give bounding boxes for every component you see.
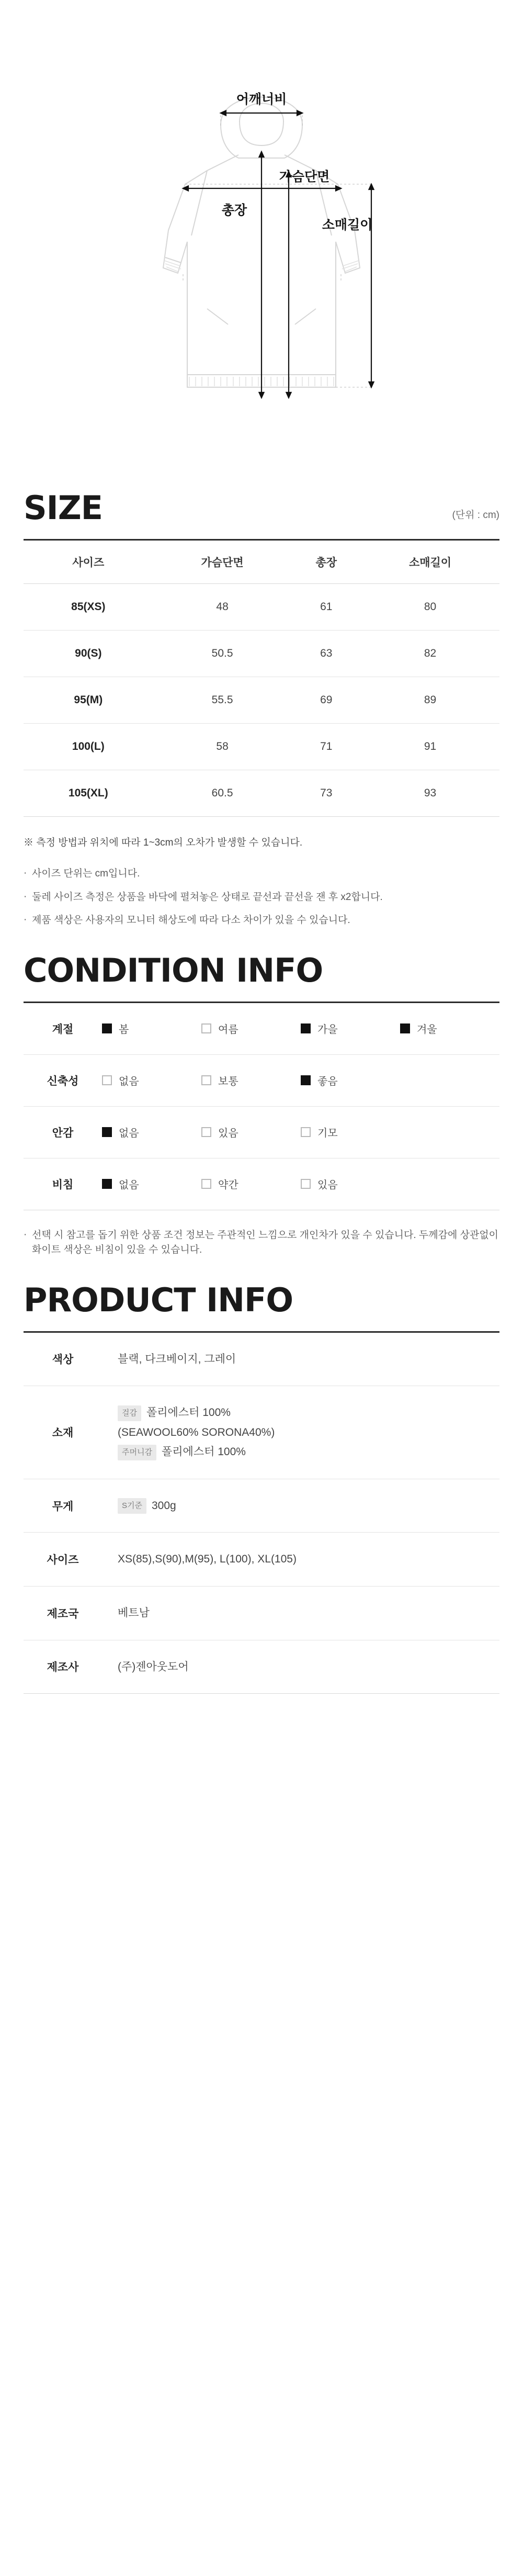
- checkbox-icon: [301, 1179, 311, 1189]
- condition-header: [24, 951, 499, 989]
- size-note-item: · 둘레 사이즈 측정은 상품을 바닥에 펼쳐놓은 상태로 끝선과 끝선을 잰 후 x2합니다.: [24, 890, 499, 905]
- size-cell-sleeve: 82: [361, 631, 499, 677]
- table-row: [24, 1587, 499, 1640]
- condition-row-options: [102, 1054, 499, 1106]
- product-row-value: 베트남: [118, 1607, 150, 1619]
- size-col-size: 사이즈: [24, 540, 153, 584]
- condition-row-label: 안감: [52, 1127, 74, 1139]
- condition-option: [301, 1073, 400, 1088]
- table-row: [24, 631, 499, 677]
- checkbox-icon: [201, 1023, 211, 1033]
- checkbox-icon: [201, 1179, 211, 1189]
- condition-option-label: 봄: [119, 1024, 129, 1036]
- product-row-weight: [102, 1479, 499, 1533]
- size-cell-chest: 55.5: [153, 677, 292, 724]
- table-row: [24, 1158, 499, 1210]
- material-tag: 걸감: [118, 1405, 141, 1421]
- diagram-label-shoulder: 어깨너비: [236, 92, 287, 107]
- size-cell-size: 90(S): [24, 631, 153, 677]
- condition-option-label: 보통: [218, 1076, 238, 1087]
- diagram-label-chest: 가슴단면: [279, 170, 330, 184]
- table-row: [24, 1332, 499, 1386]
- size-cell-size: 95(M): [24, 677, 153, 724]
- size-cell-length: 61: [292, 584, 361, 631]
- table-row: [24, 1106, 499, 1158]
- condition-row-label: 비침: [52, 1178, 74, 1191]
- size-header: [24, 489, 499, 527]
- size-cell-length: 73: [292, 770, 361, 817]
- checkbox-icon: [102, 1127, 112, 1137]
- size-cell-size: 100(L): [24, 724, 153, 770]
- material-line: [118, 1424, 499, 1442]
- material-text: 폴리에스터 100%: [161, 1446, 246, 1458]
- size-cell-chest: 60.5: [153, 770, 292, 817]
- condition-title: CONDITION INFO: [24, 951, 323, 989]
- checkbox-icon: [201, 1075, 211, 1085]
- table-row: [24, 724, 499, 770]
- condition-option-label: 약간: [218, 1179, 238, 1191]
- table-row: [24, 770, 499, 817]
- size-cell-length: 69: [292, 677, 361, 724]
- condition-option: [102, 1176, 201, 1191]
- condition-row-options: [102, 1002, 499, 1054]
- weight-tag: S기준: [118, 1498, 146, 1514]
- checkbox-icon: [102, 1023, 112, 1033]
- size-cell-sleeve: 91: [361, 724, 499, 770]
- table-row: [24, 1002, 499, 1054]
- condition-option: [102, 1073, 201, 1088]
- product-row-value: XS(85),S(90),M(95), L(100), XL(105): [118, 1553, 297, 1566]
- size-note-strong: ※ 측정 방법과 위치에 따라 1~3cm의 오차가 발생할 수 있습니다.: [24, 837, 303, 848]
- material-line: [118, 1404, 499, 1422]
- table-row: [24, 1479, 499, 1533]
- size-unit-note: (단위 : cm): [452, 510, 499, 521]
- size-cell-sleeve: 80: [361, 584, 499, 631]
- product-table: [24, 1331, 499, 1694]
- checkbox-icon: [301, 1023, 311, 1033]
- condition-option: [301, 1124, 400, 1140]
- condition-option-label: 없음: [119, 1076, 139, 1087]
- product-section: [0, 1280, 523, 1694]
- condition-option-label: 좋음: [317, 1076, 338, 1087]
- product-title: PRODUCT INFO: [24, 1280, 293, 1319]
- product-row-value: 블랙, 다크베이지, 그레이: [118, 1353, 236, 1365]
- garment-illustration: [99, 63, 424, 429]
- size-diagram: [0, 0, 523, 466]
- diagram-label-sleeve: 소매길이: [322, 218, 373, 232]
- condition-option: [201, 1021, 301, 1036]
- size-table: [24, 539, 499, 817]
- condition-option: [201, 1124, 301, 1140]
- size-note-item: · 사이즈 단위는 cm입니다.: [24, 867, 499, 882]
- checkbox-icon: [201, 1127, 211, 1137]
- condition-option-label: 없음: [119, 1128, 139, 1139]
- condition-option-label: 없음: [119, 1179, 139, 1191]
- checkbox-icon: [102, 1075, 112, 1085]
- size-cell-chest: 48: [153, 584, 292, 631]
- table-row: [24, 1054, 499, 1106]
- table-row: [24, 677, 499, 724]
- size-cell-chest: 58: [153, 724, 292, 770]
- size-cell-sleeve: 89: [361, 677, 499, 724]
- product-header: [24, 1280, 499, 1319]
- size-title: SIZE: [24, 489, 103, 527]
- condition-row-options: [102, 1158, 499, 1210]
- material-text: (SEAWOOL60% SORONA40%): [118, 1426, 275, 1438]
- condition-option: [102, 1021, 201, 1036]
- size-section: [0, 489, 523, 928]
- condition-section: [0, 951, 523, 1258]
- condition-option: [102, 1124, 201, 1140]
- condition-option-label: 여름: [218, 1024, 238, 1036]
- condition-row-label: 계절: [52, 1023, 74, 1036]
- material-line: [118, 1443, 499, 1461]
- diagram-label-length: 총장: [221, 203, 247, 218]
- condition-option: [301, 1021, 400, 1036]
- table-row: [24, 1640, 499, 1694]
- condition-note: · 선택 시 참고를 돕기 위한 상품 조건 정보는 주관적인 느낌으로 개인차가 있을 수 있습니다. 두께감에 상관없이 화이트 색상은 비침이 있을 수 있습니다.: [24, 1228, 499, 1258]
- checkbox-icon: [400, 1023, 410, 1033]
- product-row-label: 제조국: [47, 1607, 79, 1620]
- condition-option-label: 있음: [218, 1128, 238, 1139]
- product-row-label: 제조사: [47, 1661, 79, 1674]
- size-cell-chest: 50.5: [153, 631, 292, 677]
- table-row: [24, 584, 499, 631]
- table-row: [24, 1533, 499, 1587]
- condition-row-options: [102, 1106, 499, 1158]
- condition-option-label: 겨울: [417, 1024, 437, 1036]
- size-cell-size: 105(XL): [24, 770, 153, 817]
- product-row-label: 사이즈: [47, 1554, 79, 1567]
- bottom-spacer: [0, 1694, 523, 1788]
- material-text: 폴리에스터 100%: [146, 1407, 231, 1419]
- size-col-length: 총장: [292, 540, 361, 584]
- size-notes: [24, 835, 499, 928]
- condition-option: [301, 1176, 400, 1191]
- size-cell-size: 85(XS): [24, 584, 153, 631]
- weight-value: 300g: [152, 1499, 176, 1512]
- size-note-item: · 제품 색상은 사용자의 모니터 해상도에 따라 다소 차이가 있을 수 있습니다.: [24, 913, 499, 928]
- size-table-header-row: [24, 540, 499, 584]
- size-cell-sleeve: 93: [361, 770, 499, 817]
- size-cell-length: 63: [292, 631, 361, 677]
- condition-option: [400, 1021, 499, 1036]
- product-row-material: [102, 1386, 499, 1479]
- product-row-label: 색상: [52, 1354, 74, 1366]
- condition-notes: [24, 1228, 499, 1258]
- condition-option: [201, 1073, 301, 1088]
- material-tag: 주머니감: [118, 1445, 156, 1460]
- product-row-value: (주)젠아웃도어: [118, 1660, 189, 1673]
- condition-table: [24, 1002, 499, 1210]
- size-cell-length: 71: [292, 724, 361, 770]
- size-col-chest: 가슴단면: [153, 540, 292, 584]
- condition-option-label: 있음: [317, 1179, 338, 1191]
- checkbox-icon: [301, 1075, 311, 1085]
- condition-option-label: 기모: [317, 1128, 338, 1139]
- table-row: [24, 1386, 499, 1479]
- checkbox-icon: [102, 1179, 112, 1189]
- product-row-label: 소재: [52, 1427, 74, 1439]
- checkbox-icon: [301, 1127, 311, 1137]
- condition-option: [201, 1176, 301, 1191]
- condition-row-label: 신축성: [47, 1075, 79, 1087]
- product-row-label: 무게: [52, 1500, 74, 1513]
- condition-option-label: 가을: [317, 1024, 338, 1036]
- size-col-sleeve: 소매길이: [361, 540, 499, 584]
